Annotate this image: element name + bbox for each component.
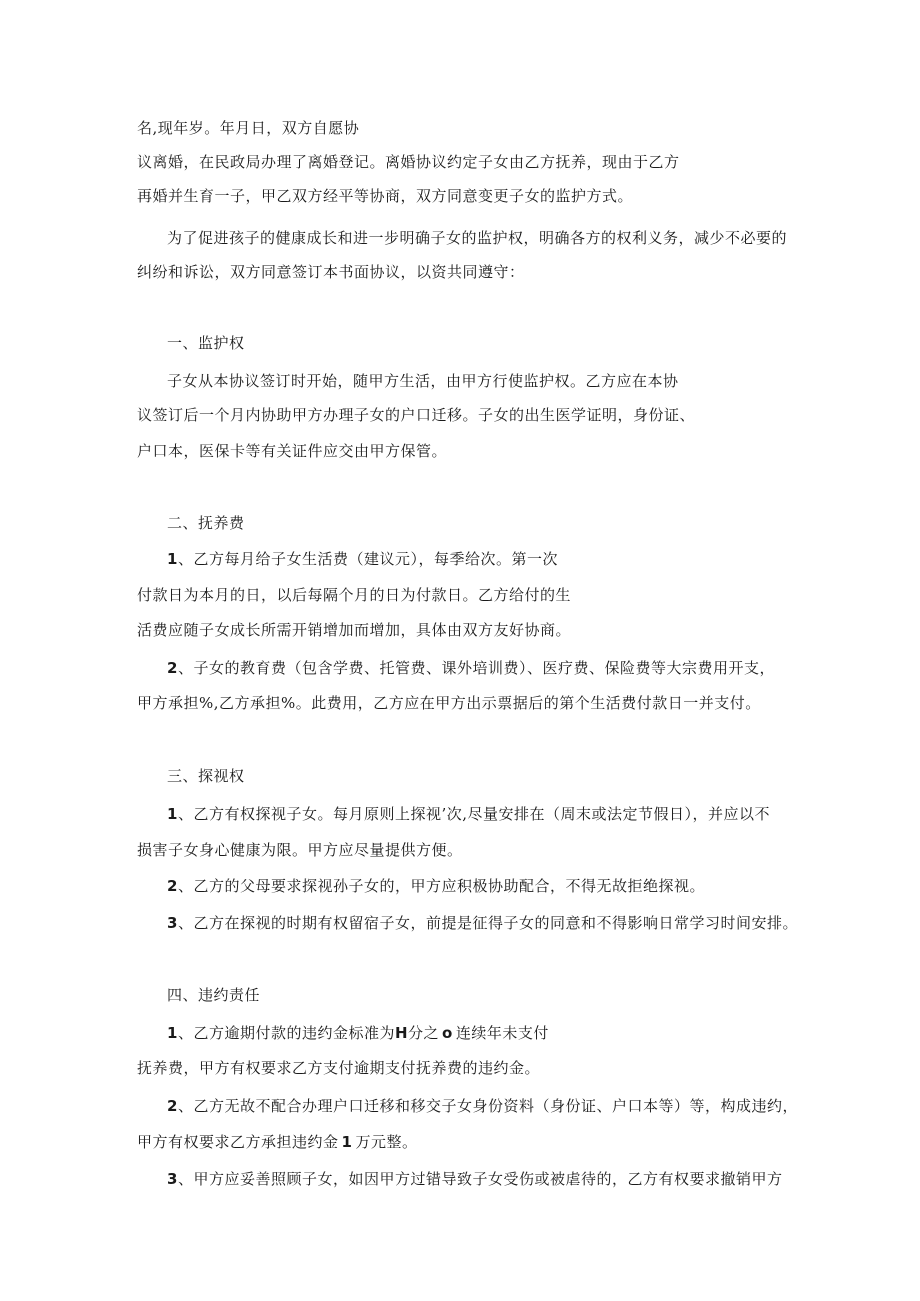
item-number: 1 bbox=[167, 805, 178, 823]
intro-line-4: 为了促进孩子的健康成长和进一步明确子女的监护权，明确各方的权利义务，减少不必要的 bbox=[167, 229, 788, 247]
section-4-item-1-line-1 bbox=[167, 1023, 549, 1043]
item-text: 、乙方的父母要求探视孙子女的，甲方应积极协助配合，不得无故拒绝探视。 bbox=[177, 877, 705, 895]
item-number: 1 bbox=[167, 1024, 178, 1042]
section-3-item-3-line-1 bbox=[167, 913, 798, 933]
intro-line-5: 纠纷和诉讼，双方同意签订本书面协议，以资共同遵守： bbox=[137, 263, 525, 281]
section-1-line-2: 议签订后一个月内协助甲方办理子女的户口迁移。子女的出生医学证明，身份证、 bbox=[137, 406, 696, 424]
item-text: 、乙方在探视的时期有权留宿子女，前提是征得子女的同意和不得影响日常学习时间安排。 bbox=[177, 914, 798, 932]
item-text: 、子女的教育费（包含学费、托管费、课外培训费）、医疗费、保险费等大宗费用开支， bbox=[177, 659, 775, 677]
item-text-bold: H bbox=[394, 1024, 409, 1042]
item-number: 3 bbox=[167, 914, 178, 932]
item-number: 3 bbox=[167, 1170, 178, 1188]
item-text-bold: o bbox=[442, 1024, 453, 1042]
item-text-bold: 1 bbox=[341, 1133, 353, 1151]
item-text: 、乙方每月给子女生活费（建议元），每季给次。第一次 bbox=[177, 550, 558, 568]
section-4-item-1-line-2: 抚养费，甲方有权要求乙方支付逾期支付抚养费的违约金。 bbox=[137, 1059, 541, 1077]
section-2-heading: 二、抚养费 bbox=[167, 514, 245, 532]
section-4-item-2-line-2 bbox=[137, 1132, 417, 1152]
item-text: 万元整。 bbox=[355, 1133, 418, 1151]
item-number: 2 bbox=[167, 659, 178, 677]
section-2-item-2-line-1 bbox=[167, 658, 775, 678]
item-number: 1 bbox=[167, 550, 178, 568]
item-number: 2 bbox=[167, 1097, 178, 1115]
section-1-line-1: 子女从本协议签订时开始，随甲方生活，由甲方行使监护权。乙方应在本协 bbox=[167, 372, 679, 390]
section-3-item-2-line-1 bbox=[167, 876, 705, 896]
section-4-heading: 四、违约责任 bbox=[167, 986, 261, 1004]
item-text: 、乙方有权探视子女。每月原则上探视’次,尽量安排在（周末或法定节假日），并应以不 bbox=[177, 805, 770, 823]
intro-line-1: 名,现年岁。年月日，双方自愿协 bbox=[137, 119, 360, 137]
item-text: 分之 bbox=[408, 1024, 440, 1042]
section-3-heading: 三、探视权 bbox=[167, 767, 245, 785]
intro-line-2: 议离婚，在民政局办理了离婚登记。离婚协议约定子女由乙方抚养，现由于乙方 bbox=[137, 153, 680, 171]
item-text: 、乙方逾期付款的违约金标准为 bbox=[177, 1024, 395, 1042]
intro-line-3: 再婚并生育一子，甲乙双方经平等协商，双方同意变更子女的监护方式。 bbox=[137, 187, 634, 205]
item-text: 、乙方无故不配合办理户口迁移和移交子女身份资料（身份证、户口本等）等，构成违约， bbox=[177, 1097, 798, 1115]
section-2-item-2-line-2: 甲方承担%,乙方承担%。此费用，乙方应在甲方出示票据后的第个生活费付款日一并支付。 bbox=[137, 694, 761, 712]
item-number: 2 bbox=[167, 877, 178, 895]
section-2-item-1-line-3: 活费应随子女成长所需开销增加而增加，具体由双方友好协商。 bbox=[137, 621, 572, 639]
section-3-item-1-line-1 bbox=[167, 804, 770, 824]
section-1-heading: 一、监护权 bbox=[167, 334, 245, 352]
item-text: 甲方有权要求乙方承担违约金 bbox=[137, 1133, 339, 1151]
section-2-item-1-line-1 bbox=[167, 549, 558, 569]
section-1-line-3: 户口本，医保卡等有关证件应交由甲方保管。 bbox=[137, 442, 448, 460]
item-text: 连续年未支付 bbox=[455, 1024, 549, 1042]
item-text: 、甲方应妥善照顾子女，如因甲方过错导致子女受伤或被虐待的，乙方有权要求撤销甲方 bbox=[177, 1170, 783, 1188]
section-4-item-2-line-1 bbox=[167, 1096, 798, 1116]
section-2-item-1-line-2: 付款日为本月的日，以后每隔个月的日为付款日。乙方给付的生 bbox=[137, 586, 572, 604]
section-4-item-3-line-1 bbox=[167, 1169, 782, 1189]
section-3-item-1-line-2: 损害子女身心健康为限。甲方应尽量提供方便。 bbox=[137, 841, 463, 859]
